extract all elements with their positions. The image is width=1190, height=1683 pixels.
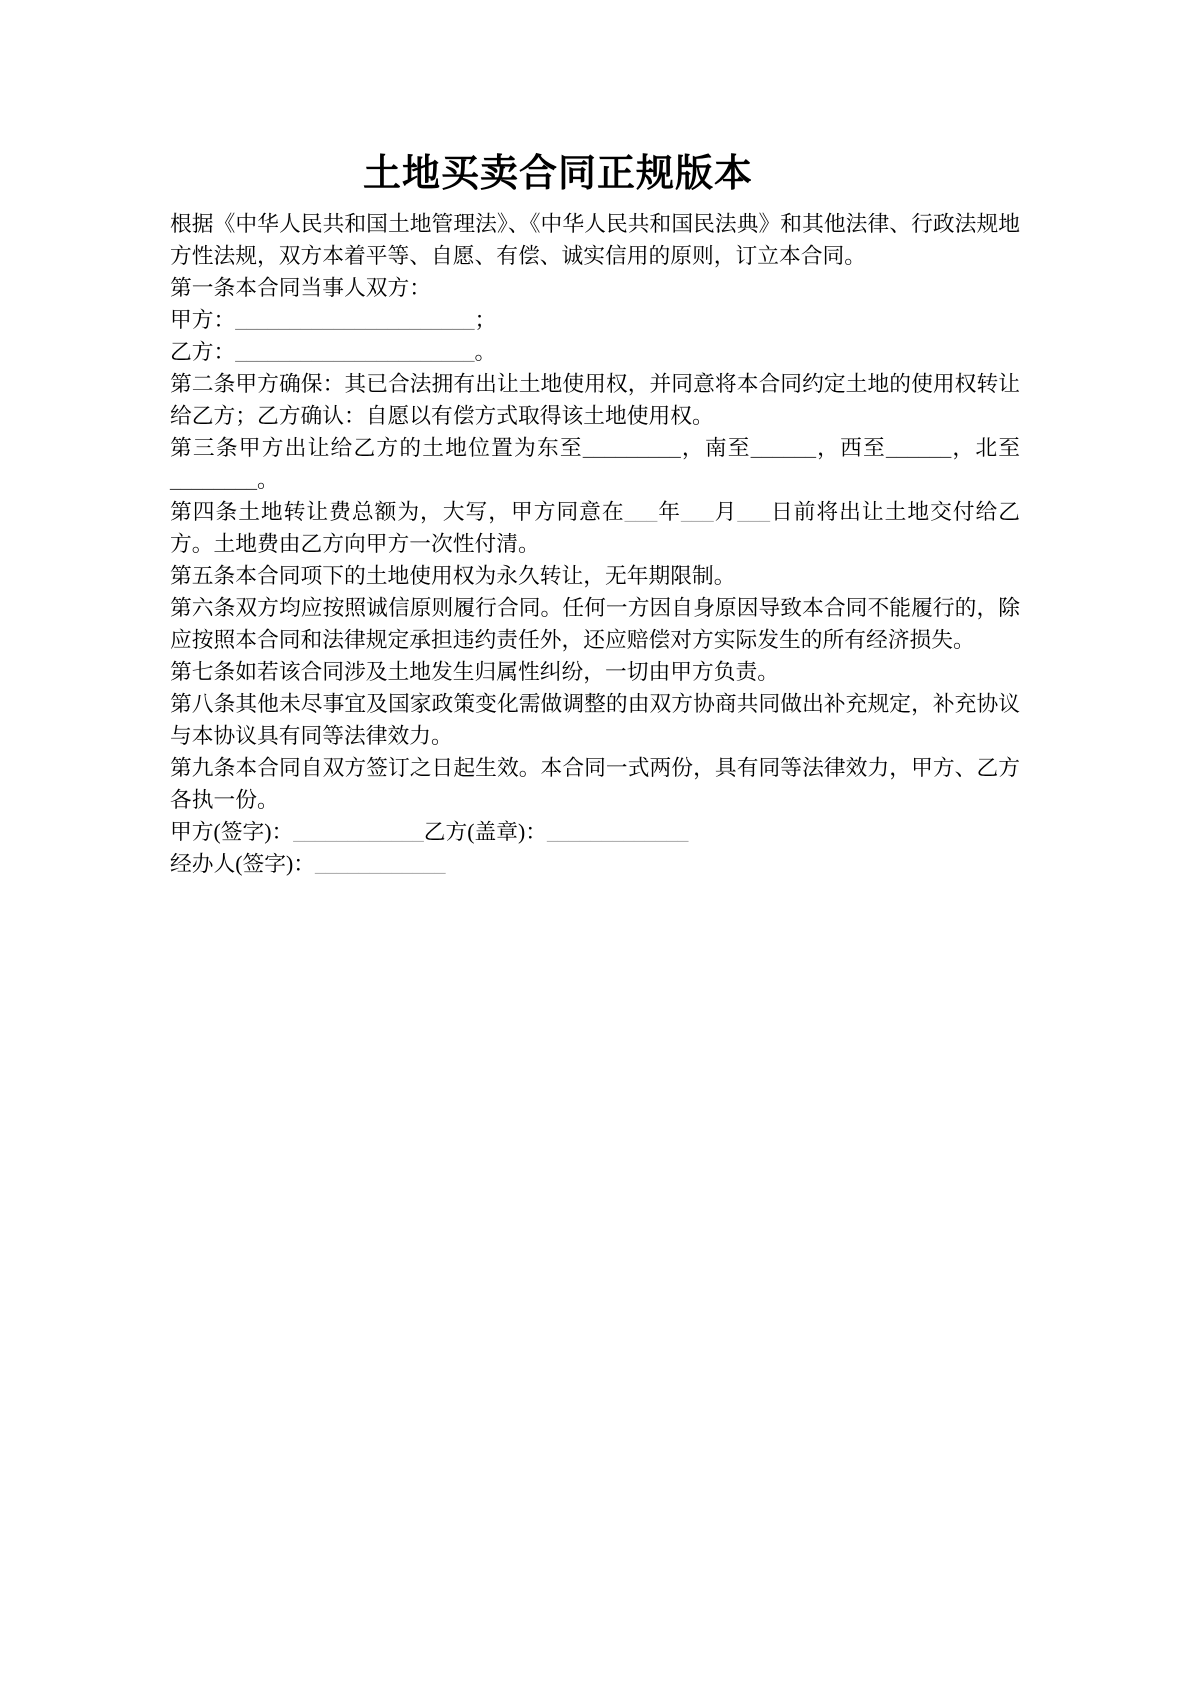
article-3-lead: 第三条甲方出让给乙方的土地位置为东至 (170, 436, 583, 460)
handler-signature-label: 经办人(签字)： (170, 852, 315, 876)
document-content (170, 146, 1020, 880)
south-boundary-blank: ______ (750, 436, 816, 460)
article-6-text: 第六条双方均应按照诚信原则履行合同。任何一方因自身原因导致本合同不能履行的，除应按照本合同和法律规定承担违约责任外，还应赔偿对方实际发生的所有经济损失。 (170, 596, 1020, 652)
article-2-paragraph (170, 368, 1020, 432)
article-3-tail: 。 (257, 468, 279, 492)
party-b-label: 乙方： (170, 340, 236, 364)
article-4-tail: 日前将出让土地交付给乙方。土地费由乙方向甲方一次性付清。 (170, 500, 1021, 556)
article-9-paragraph (170, 752, 1020, 816)
south-boundary-label: ，南至 (680, 436, 751, 460)
article-4-lead: 第四条土地转让费总额为，大写，甲方同意在 (170, 500, 625, 524)
party-a-blank-field: ______________________ (235, 308, 475, 332)
article-7-paragraph (170, 656, 1020, 688)
article-9-text: 第九条本合同自双方签订之日起生效。本合同一式两份，具有同等法律效力，甲方、乙方各执一份。 (170, 756, 1020, 812)
party-a-signature-blank: ____________ (293, 820, 424, 844)
preamble-paragraph (170, 208, 1020, 272)
article-8-text: 第八条其他未尽事宜及国家政策变化需做调整的由双方协商共同做出补充规定，补充协议与本协议具有同等法律效力。 (170, 692, 1020, 748)
article-2-text: 第二条甲方确保：其已合法拥有出让土地使用权，并同意将本合同约定土地的使用权转让给乙方；乙方确认：自愿以有偿方式取得该土地使用权。 (170, 372, 1020, 428)
article-5-paragraph (170, 560, 1020, 592)
party-b-blank-field: ______________________ (235, 340, 475, 364)
day-blank: ___ (737, 500, 770, 524)
year-label: 年 (657, 500, 681, 524)
party-b-seal-label: 乙方(盖章)： (423, 820, 547, 844)
article-3-paragraph (170, 432, 1020, 496)
article-1-heading (170, 272, 1020, 304)
party-a-signature-label: 甲方(签字)： (170, 820, 294, 844)
preamble-text: 根据《中华人民共和国土地管理法》、《中华人民共和国民法典》和其他法律、行政法规地方性法规，双方本着平等、自愿、有偿、诚实信用的原则，订立本合同。 (170, 212, 1020, 268)
handler-signature-blank: ____________ (315, 852, 446, 876)
year-blank: ___ (624, 500, 658, 524)
article-1-text: 第一条本合同当事人双方： (170, 276, 431, 300)
article-4-paragraph (170, 496, 1020, 560)
north-boundary-label: ，北至 (951, 436, 1021, 460)
party-b-seal-blank: _____________ (547, 820, 689, 844)
west-boundary-blank: ______ (885, 436, 952, 460)
month-blank: ___ (681, 500, 714, 524)
east-boundary-blank: _________ (582, 436, 681, 460)
article-7-text: 第七条如若该合同涉及土地发生归属性纠纷，一切由甲方负责。 (170, 660, 779, 684)
article-6-paragraph (170, 592, 1020, 656)
party-b-line (170, 336, 1020, 368)
west-boundary-label: ，西至 (815, 436, 886, 460)
document-title: 土地买卖合同正规版本 (362, 153, 753, 195)
article-8-paragraph (170, 688, 1020, 752)
party-a-line (170, 304, 1020, 336)
party-a-tail: ； (474, 308, 497, 332)
signature-line (170, 816, 1020, 848)
article-5-text: 第五条本合同项下的土地使用权为永久转让，无年期限制。 (170, 564, 736, 588)
month-label: 月 (713, 500, 738, 524)
north-boundary-blank: ________ (170, 468, 257, 492)
party-a-label: 甲方： (170, 308, 236, 332)
party-b-tail: 。 (474, 340, 497, 364)
handler-line (170, 848, 1020, 880)
